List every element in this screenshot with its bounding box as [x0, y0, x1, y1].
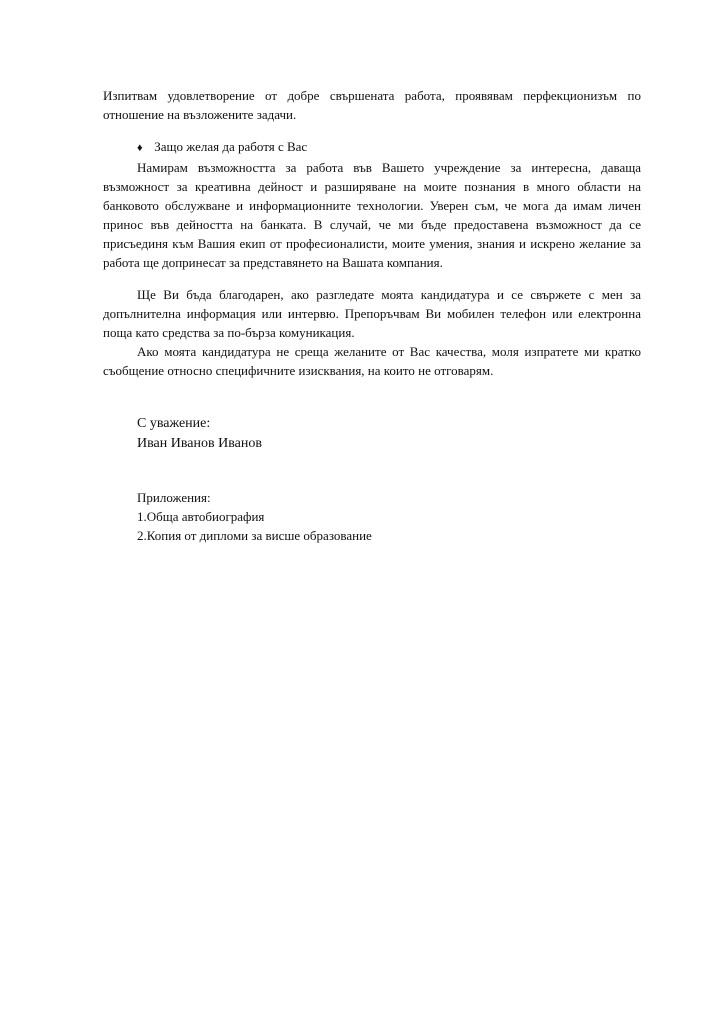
feedback-paragraph: Ако моята кандидатура не среща желаните от Вас качества, моля изпратете ми кратко съобщение относно специфичните изисквания, на които не отговарям.	[103, 344, 641, 378]
section-heading-row	[103, 137, 641, 158]
spacer	[103, 272, 641, 285]
attachments-heading: Приложения:	[137, 490, 211, 505]
spacer	[103, 454, 641, 488]
attachment-item: 1.Обща автобиография	[137, 509, 265, 524]
attachment-item: 2.Копия от дипломи за висше образование	[137, 528, 372, 543]
signature-name: Иван Иванов Иванов	[137, 436, 262, 451]
why-paragraph: Намирам възможността за работа във Вашето учреждение за интересна, даваща възможност за креативна дейност и разширяване на моите познания в много области на банковото обслужване и информационните технологии. Уверен съм, че мога да имам личен принос във дейността на банката. В случай, че ми бъде предоставена възможност да се присъединя към Вашия екип от професионалисти, моите умения, знания и искрено желание за работа ще допринесат за представянето на Вашата компания.	[103, 160, 641, 270]
diamond-bullet-icon: ♦	[137, 142, 143, 154]
spacer	[103, 380, 641, 414]
spacer	[103, 124, 641, 137]
letter-page	[103, 86, 641, 545]
intro-paragraph: Изпитвам удовлетворение от добре свършената работа, проявявам перфекционизъм по отношение на възложените задачи.	[103, 88, 641, 122]
closing-salutation: С уважение:	[137, 416, 211, 431]
section-heading: Защо желая да работя с Вас	[154, 139, 308, 154]
thanks-paragraph: Ще Ви бъда благодарен, ако разгледате моята кандидатура и се свържете с мен за допълнителна информация или интервю. Препоръчвам Ви мобилен телефон или електронна поща като средства за по-бърза комуникация.	[103, 287, 641, 340]
